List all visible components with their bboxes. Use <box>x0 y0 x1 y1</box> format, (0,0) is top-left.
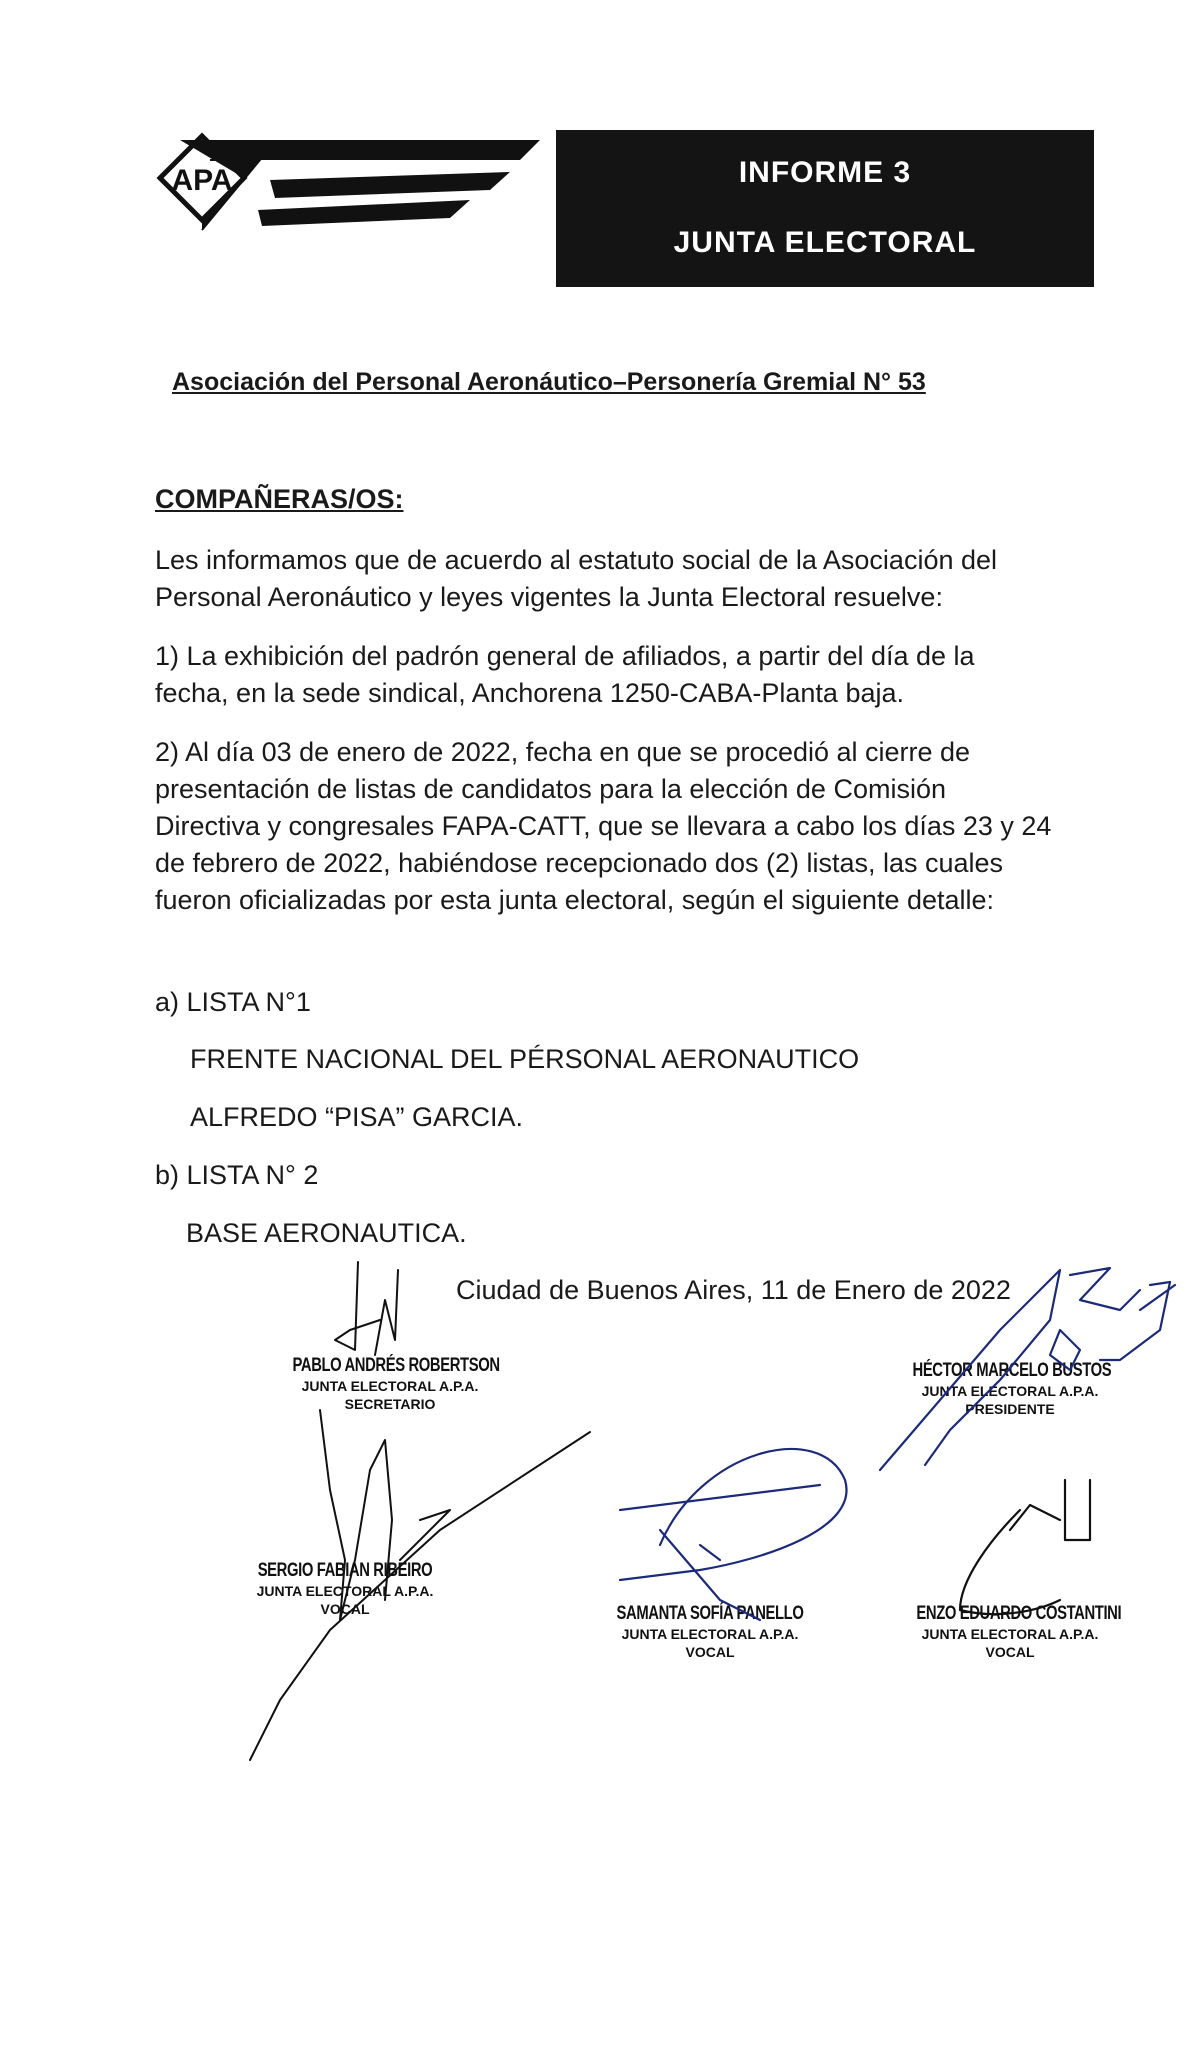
report-title: INFORME 3 <box>738 156 912 189</box>
signature-block-vocal-ribeiro <box>220 1560 470 1618</box>
signatory-org: JUNTA ELECTORAL A.P.A. <box>921 1626 1099 1642</box>
organization-title: Asociación del Personal Aeronáutico–Personería Gremial N° 53 <box>172 368 926 396</box>
report-header-box <box>556 130 1094 287</box>
list-b-name: BASE AERONAUTICA. <box>186 1218 467 1248</box>
place-and-date: Ciudad de Buenos Aires, 11 de Enero de 2022 <box>456 1275 1011 1305</box>
signatory-org: JUNTA ELECTORAL A.P.A. <box>256 1583 434 1599</box>
greeting: COMPAÑERAS/OS: <box>155 484 404 514</box>
signatory-role: VOCAL <box>985 1644 1035 1660</box>
signatory-org: JUNTA ELECTORAL A.P.A. <box>621 1626 799 1642</box>
signature-block-presidente <box>885 1360 1135 1418</box>
logo-text: APA <box>171 164 233 197</box>
intro-paragraph: Les informamos que de acuerdo al estatuto social de la Asociación del Personal Aeronáutico y leyes vigentes la Junta Electoral resuelve: <box>155 545 998 612</box>
report-subtitle: JUNTA ELECTORAL <box>673 226 977 259</box>
signatory-role: PRESIDENTE <box>965 1401 1055 1417</box>
signatory-role: VOCAL <box>320 1601 370 1617</box>
signature-robertson-ribeiro <box>250 1262 590 1760</box>
list-a-candidate: ALFREDO “PISA” GARCIA. <box>190 1102 524 1132</box>
list-a-label: a) LISTA N°1 <box>155 987 311 1017</box>
signature-block-secretario <box>265 1355 515 1413</box>
point-2-paragraph: 2) Al día 03 de enero de 2022, fecha en que se procedió al cierre de presentación de listas de candidatos para la elección de Comisión Directiva y congresales FAPA-CATT, que se llevara a cabo los días 23 y 24 de febrero de 2022, habiéndose recepcionado dos (2) listas, las cuales fueron oficializadas por esta junta electoral, según el siguiente detalle: <box>155 737 1052 915</box>
signatory-name: SAMANTA SOFÍA PANELLO <box>616 1603 804 1624</box>
list-a-name: FRENTE NACIONAL DEL PÉRSONAL AERONAUTICO <box>190 1044 860 1074</box>
signatory-org: JUNTA ELECTORAL A.P.A. <box>301 1378 479 1394</box>
signatory-name: PABLO ANDRÉS ROBERTSON <box>292 1355 500 1376</box>
signatory-name: SERGIO FABIAN RIBEIRO <box>257 1560 433 1581</box>
signatory-name: HÉCTOR MARCELO BUSTOS <box>912 1360 1112 1381</box>
signatory-role: VOCAL <box>685 1644 735 1660</box>
point-1-paragraph: 1) La exhibición del padrón general de afiliados, a partir del día de la fecha, en la sede sindical, Anchorena 1250-CABA-Planta baja. <box>155 641 975 708</box>
apa-logo <box>150 120 550 280</box>
signatory-role: SECRETARIO <box>344 1396 436 1412</box>
signatory-org: JUNTA ELECTORAL A.P.A. <box>921 1383 1099 1399</box>
signature-block-vocal-panello <box>590 1603 830 1661</box>
signature-block-vocal-costantini <box>890 1603 1130 1661</box>
signatory-name: ENZO EDUARDO COSTANTINI <box>916 1603 1122 1624</box>
signature-panello <box>620 1449 847 1620</box>
signature-costantini <box>960 1480 1090 1614</box>
list-b-label: b) LISTA N° 2 <box>155 1160 319 1190</box>
